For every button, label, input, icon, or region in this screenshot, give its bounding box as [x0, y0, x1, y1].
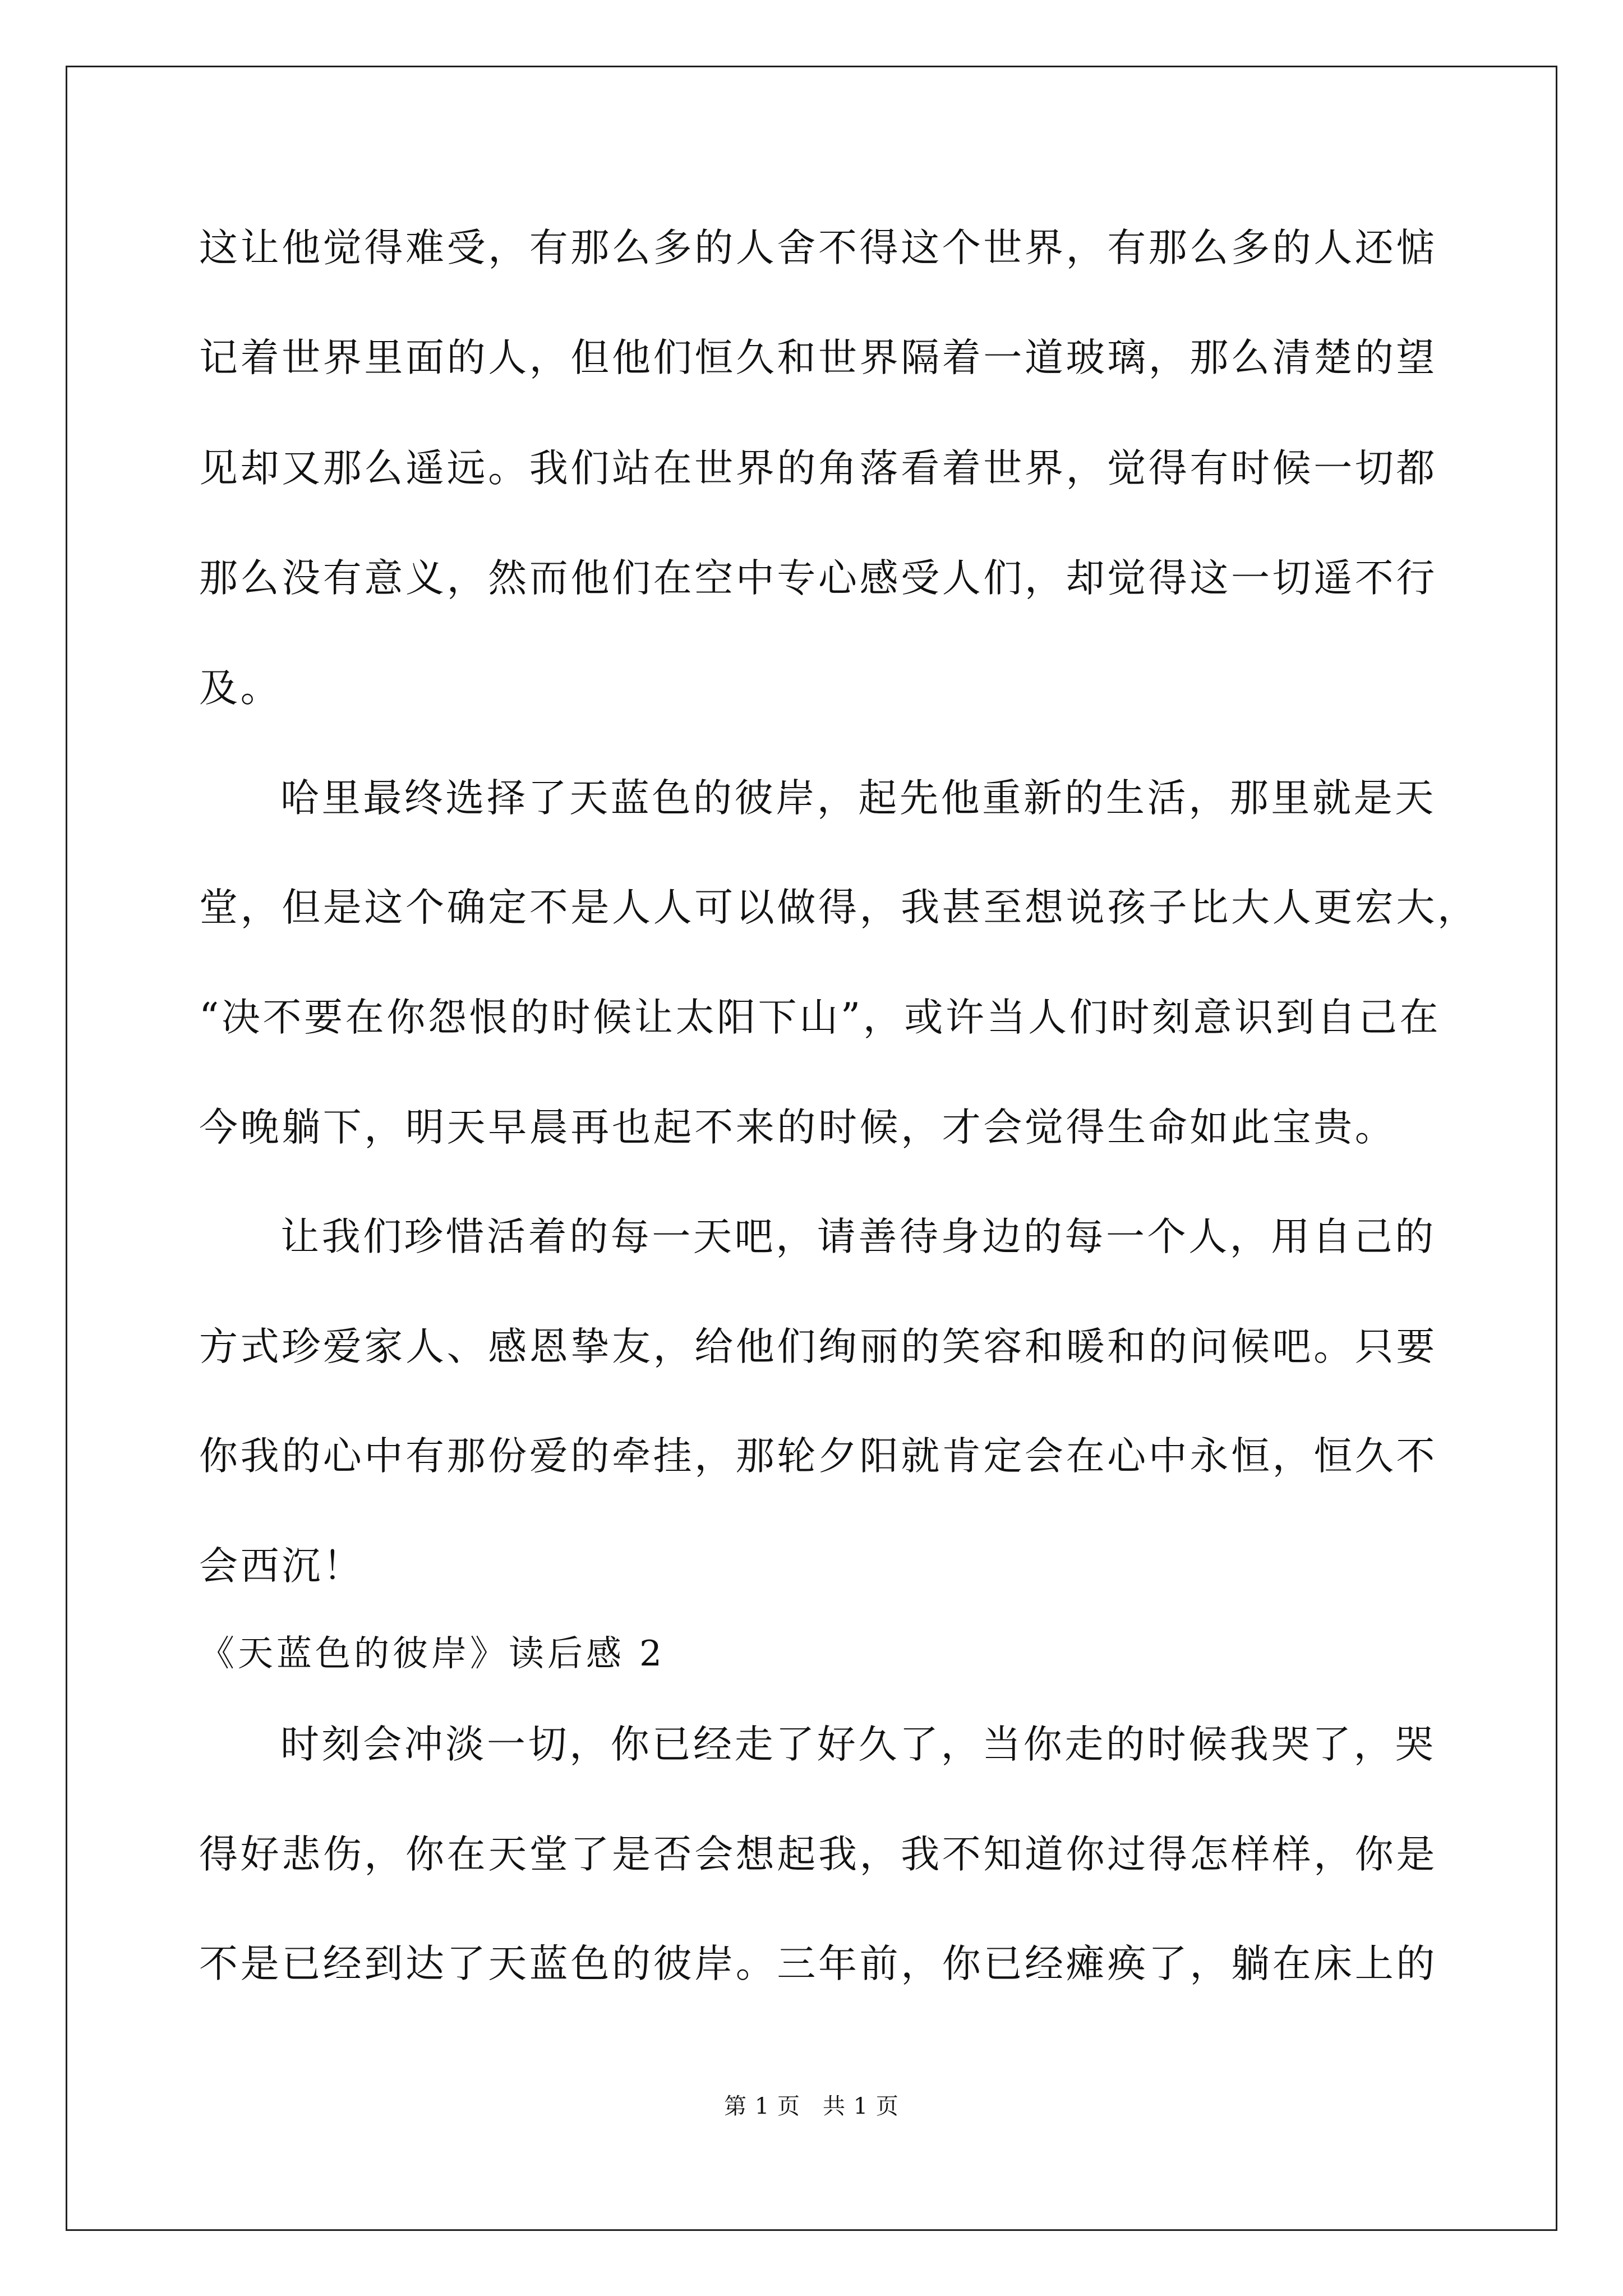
text-line: 不是已经到达了天蓝色的彼岸。三年前，你已经瘫痪了，躺在床上的	[199, 1941, 1437, 1986]
text-line: 你我的心中有那份爱的牵挂，那轮夕阳就肯定会在心中永恒，恒久不	[199, 1434, 1437, 1479]
text-line: 时刻会冲淡一切，你已经走了好久了，当你走的时候我哭了，哭	[280, 1722, 1436, 1767]
section-heading: 《天蓝色的彼岸》读后感 2	[199, 1633, 666, 1674]
text-line: 及。	[199, 666, 282, 711]
text-line: 会西沉！	[199, 1544, 365, 1589]
text-line: 得好悲伤，你在天堂了是否会想起我，我不知道你过得怎样样，你是	[199, 1832, 1437, 1877]
text-line: 方式珍爱家人、感恩挚友，给他们绚丽的笑容和暖和的问候吧。只要	[199, 1324, 1437, 1369]
text-line: “决不要在你怨恨的时候让太阳下山”，或许当人们时刻意识到自己在	[199, 995, 1441, 1040]
text-line: 记着世界里面的人，但他们恒久和世界隔着一道玻璃，那么清楚的望	[199, 335, 1437, 380]
text-line: 见却又那么遥远。我们站在世界的角落看着世界，觉得有时候一切都	[199, 446, 1437, 491]
page-total: 共 1 页	[823, 2093, 899, 2119]
page-number: 第 1 页	[724, 2093, 800, 2119]
text-line: 今晚躺下，明天早晨再也起不来的时候，才会觉得生命如此宝贵。	[199, 1105, 1396, 1150]
text-line: 堂，但是这个确定不是人人可以做得，我甚至想说孩子比大人更宏大，	[199, 885, 1479, 930]
page-footer	[0, 2092, 1623, 2120]
text-line: 这让他觉得难受，有那么多的人舍不得这个世界，有那么多的人还惦	[199, 226, 1437, 270]
text-line: 那么没有意义，然而他们在空中专心感受人们，却觉得这一切遥不行	[199, 556, 1437, 601]
text-line: 哈里最终选择了天蓝色的彼岸，起先他重新的生活，那里就是天	[280, 776, 1436, 821]
text-line: 让我们珍惜活着的每一天吧，请善待身边的每一个人，用自己的	[280, 1214, 1436, 1259]
